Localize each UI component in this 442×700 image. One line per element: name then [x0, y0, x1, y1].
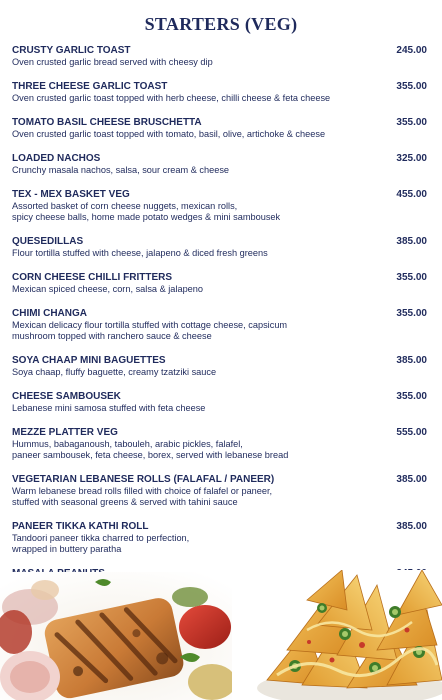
menu-item: [12, 81, 429, 104]
menu-item: [12, 153, 429, 176]
item-name: PANEER TIKKA KATHI ROLL: [12, 521, 149, 532]
menu-item: [12, 45, 429, 68]
item-name: TEX - MEX BASKET VEG: [12, 189, 130, 200]
item-price: 385.00: [396, 236, 427, 247]
menu-item: [12, 189, 429, 223]
item-description: Assorted basket of corn cheese nuggets, mexican rolls, spicy cheese balls, home made potato wedges & mini sambousek: [12, 201, 281, 222]
item-description: Oven crusted garlic toast topped with tomato, basil, olive, artichoke & cheese: [12, 129, 326, 139]
item-description: Oven crusted garlic bread served with cheesy dip: [12, 57, 213, 67]
menu-item: [12, 474, 429, 508]
item-price: 355.00: [396, 272, 427, 283]
menu-list: [12, 45, 429, 604]
item-price: 245.00: [396, 45, 427, 56]
paneer-tikka-photo: [0, 572, 232, 700]
menu-item: [12, 117, 429, 140]
item-description: Mexican delicacy flour tortilla stuffed with cottage cheese, capsicum mushroom topped with ranchero sauce & cheese: [12, 320, 288, 341]
item-name: CHEESE SAMBOUSEK: [12, 391, 121, 402]
item-description: Soya chaap, fluffy baguette, creamy tzatziki sauce: [12, 367, 217, 377]
item-description: Warm lebanese bread rolls filled with choice of falafel or paneer, stuffed with seasonal greens & served with tahini sauce: [12, 486, 273, 507]
item-price: 555.00: [396, 427, 427, 438]
item-name: MEZZE PLATTER VEG: [12, 427, 118, 438]
item-name: QUESEDILLAS: [12, 236, 84, 247]
item-description: Oven crusted garlic toast topped with herb cheese, chilli cheese & feta cheese: [12, 93, 331, 103]
item-name: LOADED NACHOS: [12, 153, 101, 164]
item-name: VEGETARIAN LEBANESE ROLLS (FALAFAL / PANEER): [12, 474, 275, 485]
menu-item: [12, 272, 429, 295]
item-name: CRUSTY GARLIC TOAST: [12, 45, 131, 56]
item-description: Crunchy masala nachos, salsa, sour cream & cheese: [12, 165, 230, 175]
item-price: 385.00: [396, 474, 427, 485]
menu-item: [12, 308, 429, 342]
menu-item: [12, 427, 429, 461]
item-price: 455.00: [396, 189, 427, 200]
menu-item: [12, 355, 429, 378]
item-description: Mexican spiced cheese, corn, salsa & jalapeno: [12, 284, 204, 294]
item-description: Hummus, babaganoush, tabouleh, arabic pickles, falafel, paneer sambousek, feta cheese, borex, served with lebanese bread: [12, 439, 289, 460]
item-price: 325.00: [396, 153, 427, 164]
item-name: CHIMI CHANGA: [12, 308, 87, 319]
menu-item: [12, 521, 429, 555]
item-name: TOMATO BASIL CHEESE BRUSCHETTA: [12, 117, 202, 128]
item-price: 355.00: [396, 308, 427, 319]
item-description: Lebanese mini samosa stuffed with feta cheese: [12, 403, 206, 413]
item-price: 355.00: [396, 81, 427, 92]
menu-item: [12, 391, 429, 414]
item-name: THREE CHEESE GARLIC TOAST: [12, 81, 168, 92]
item-price: 385.00: [396, 355, 427, 366]
item-name: SOYA CHAAP MINI BAGUETTES: [12, 355, 166, 366]
page-title: STARTERS (VEG): [144, 14, 298, 34]
item-price: 355.00: [396, 391, 427, 402]
loaded-nachos-photo: [247, 570, 442, 700]
item-description: Tandoori paneer tikka charred to perfection, wrapped in buttery paratha: [12, 533, 190, 554]
menu-item: [12, 236, 429, 259]
item-name: CORN CHEESE CHILLI FRITTERS: [12, 272, 173, 283]
item-price: 385.00: [396, 521, 427, 532]
item-description: Flour tortilla stuffed with cheese, jalapeno & diced fresh greens: [12, 248, 268, 258]
item-price: 355.00: [396, 117, 427, 128]
